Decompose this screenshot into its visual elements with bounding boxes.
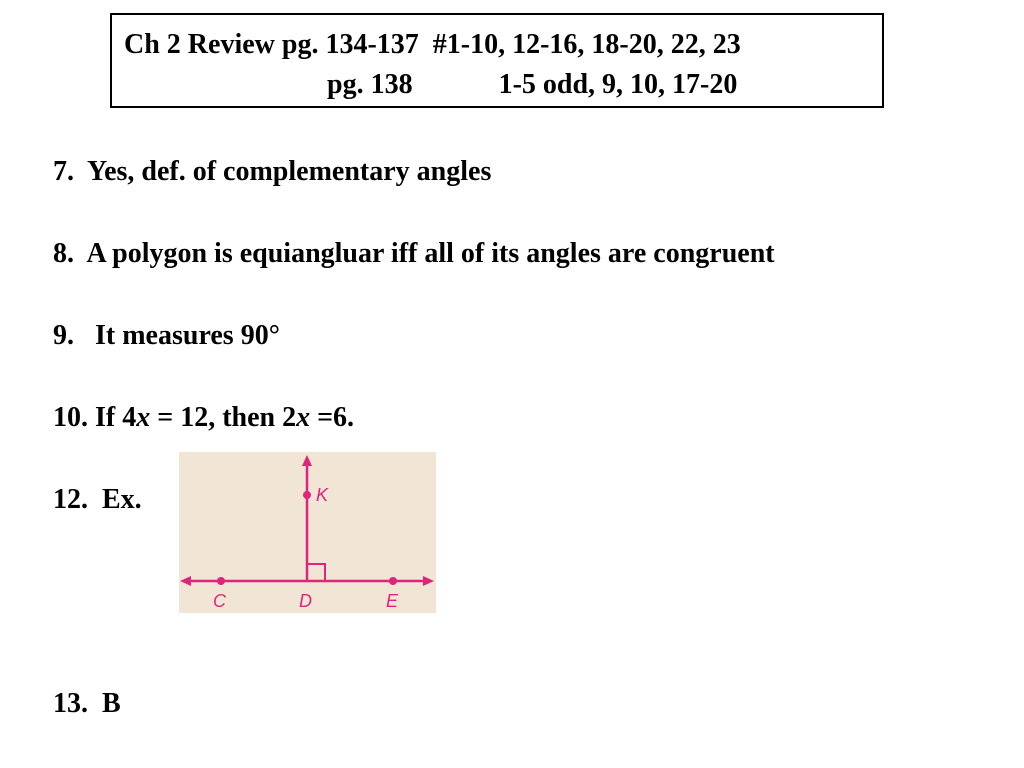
point-e	[389, 577, 397, 585]
label-c: C	[213, 591, 226, 611]
perpendicular-lines-figure	[179, 452, 436, 613]
label-d: D	[299, 591, 312, 611]
assignment-line-1: Ch 2 Review pg. 134-137 #1-10, 12-16, 18-20, 22, 23	[124, 29, 741, 60]
assignment-line-2-problems: 1-5 odd, 9, 10, 17-20	[498, 69, 738, 100]
answer-10-part-3: =6.	[310, 402, 355, 433]
assignment-line-2	[327, 69, 737, 101]
point-c	[217, 577, 225, 585]
point-k	[303, 491, 311, 499]
answer-10-variable-2: x	[296, 402, 311, 433]
answer-9: 9. It measures 90°	[53, 320, 280, 351]
answer-13: 13. B	[53, 688, 121, 719]
answer-7: 7. Yes, def. of complementary angles	[53, 156, 492, 187]
assignment-header-box	[110, 13, 884, 108]
answer-10-variable-1: x	[136, 402, 151, 433]
answer-10-part-1: 10. If 4	[53, 402, 137, 433]
answer-8: 8. A polygon is equiangluar iff all of its angles are congruent	[53, 238, 775, 269]
assignment-line-2-pages: pg. 138	[327, 69, 413, 100]
answer-10-part-2: = 12, then 2	[150, 402, 297, 433]
answer-12: 12. Ex.	[53, 484, 142, 515]
label-k: K	[316, 485, 329, 505]
answer-10	[53, 402, 354, 434]
label-e: E	[386, 591, 399, 611]
